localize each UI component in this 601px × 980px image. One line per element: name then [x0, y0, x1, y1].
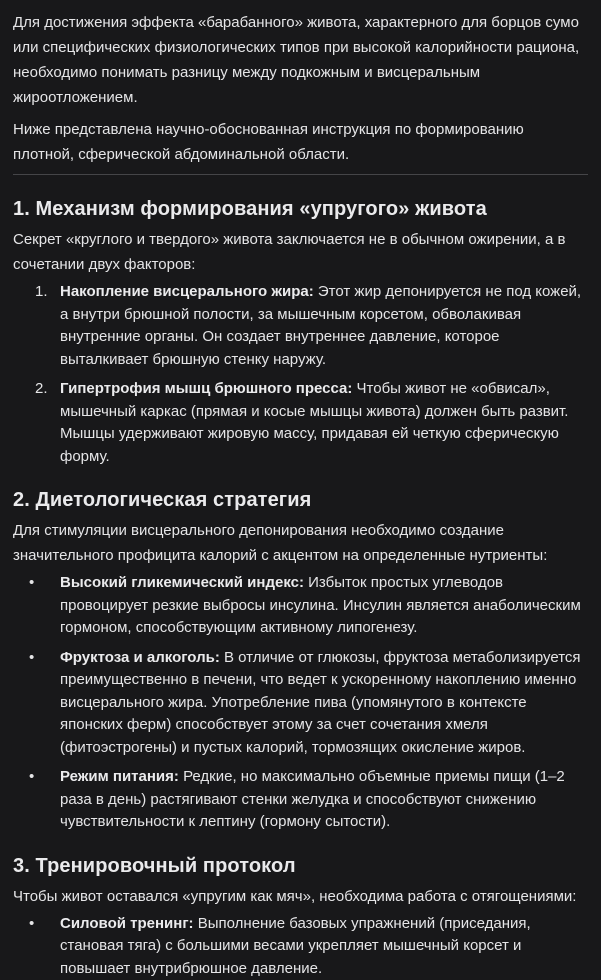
section-3-list: [13, 913, 588, 980]
list-item: [60, 913, 588, 980]
list-item: [60, 572, 588, 640]
list-item-term: Фруктоза и алкоголь:: [60, 649, 220, 666]
list-item: [60, 378, 588, 468]
list-item-text: Выполнение базовых упражнений (приседания, становая тяга) с большими весами укрепляет мышечный корсет и повышает внутрибрюшное давление.: [60, 915, 531, 977]
section-3-lead: Чтобы живот оставался «упругим как мяч», необходима работа с отягощениями:: [13, 884, 588, 909]
intro-paragraph-1: Для достижения эффекта «барабанного» живота, характерного для борцов сумо или специфических физиологических типов при высокой калорийности рациона, необходимо понимать разницу между подкожным и висцеральным жироотложением.: [13, 10, 588, 110]
list-item-term: Накопление висцерального жира:: [60, 283, 314, 300]
section-3-title: 3. Тренировочный протокол: [13, 853, 588, 879]
section-divider: [13, 174, 588, 175]
list-item-text: Редкие, но максимально объемные приемы пищи (1–2 раза в день) растягивают стенки желудка и способствуют снижению чувствительности к лептину (гормону сытости).: [60, 768, 565, 830]
list-item-text: Чтобы живот не «обвисал», мышечный каркас (прямая и косые мышцы живота) должен быть развит. Мышцы удерживают жировую массу, придавая ей четкую сферическую форму.: [60, 380, 568, 465]
list-item-term: Силовой тренинг:: [60, 915, 194, 932]
list-item-term: Гипертрофия мышц брюшного пресса:: [60, 380, 352, 397]
list-item-term: Высокий гликемический индекс:: [60, 574, 304, 591]
list-item-text: В отличие от глюкозы, фруктоза метаболизируется преимущественно в печени, что ведет к ускоренному накоплению именно висцерального жира. Употребление пива (упомянутого в контексте японских ферм) способствует этому за счет сочетания хмеля (фитоэстрогены) и пустых калорий, тормозящих окисление жиров.: [60, 649, 581, 756]
list-item-term: Режим питания:: [60, 768, 179, 785]
section-2-list: [13, 572, 588, 834]
list-item-text: Избыток простых углеводов провоцирует резкие выбросы инсулина. Инсулин является анаболическим гормоном, способствующим активному липогенезу.: [60, 574, 581, 636]
list-item: [60, 766, 588, 834]
section-1-lead: Секрет «круглого и твердого» живота заключается не в обычном ожирении, а в сочетании двух факторов:: [13, 227, 588, 277]
list-item-text: Этот жир депонируется не под кожей, а внутри брюшной полости, за мышечным корсетом, обволакивая внутренние органы. Он создает внутреннее давление, которое выталкивает брюшную стенку наружу.: [60, 283, 581, 368]
section-2-lead: Для стимуляции висцерального депонирования необходимо создание значительного профицита калорий с акцентом на определенные нутриенты:: [13, 518, 588, 568]
intro-paragraph-2: Ниже представлена научно-обоснованная инструкция по формированию плотной, сферической абдоминальной области.: [13, 117, 588, 167]
list-item: [60, 281, 588, 371]
section-1-title: 1. Механизм формирования «упругого» живота: [13, 196, 588, 222]
section-2-title: 2. Диетологическая стратегия: [13, 487, 588, 513]
section-1-list: [13, 281, 588, 468]
list-item: [60, 647, 588, 760]
